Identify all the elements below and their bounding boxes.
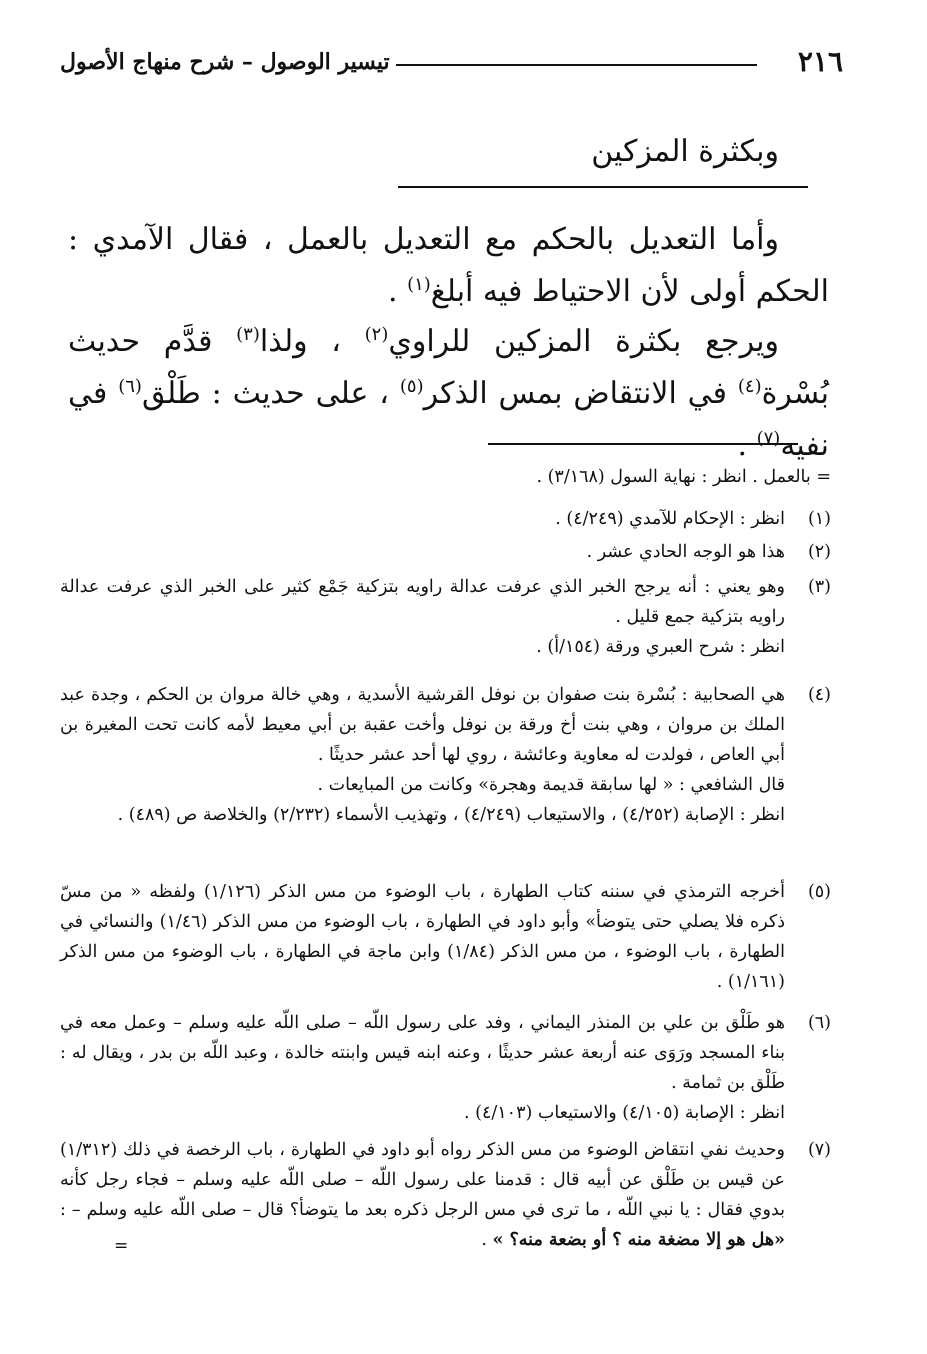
running-title: تيسير الوصول – شرح منهاج الأصول: [60, 49, 390, 75]
hadith-quote: «هل هو إلا مضغة منه ؟ أو بضعة منه؟ »: [492, 1230, 785, 1250]
footnote-5: [60, 877, 831, 997]
footnote-number: (٣): [807, 577, 831, 597]
footnote-continuation: [60, 462, 831, 492]
section-tail: وبكثرة المزكين: [591, 134, 779, 169]
continuation-mark: =: [114, 1236, 129, 1256]
footnote-4: [60, 680, 831, 830]
footnote-text: هي الصحابية : بُسْرة بنت صفوان بن نوفل القرشية الأسدية ، وهي خالة مروان بن الحكم ، وجدة عبد الملك بن مروان ، وهي بنت أخ ورقة بن نوفل وأخت عقبة بن أبي معيط لأمه كانت تحت المغيرة بن أبي العاص ، فولدت له معاوية وعائشة ، روي لها أحد عشر حديثًا .: [60, 685, 785, 765]
header-rule: [396, 64, 757, 66]
section-rule: [398, 186, 808, 188]
footnote-number: (٧): [807, 1140, 831, 1160]
footnote-text: هذا هو الوجه الحادي عشر .: [586, 542, 785, 562]
footnote-reference: انظر : شرح العبري ورقة (١٥٤/أ) .: [536, 637, 785, 657]
footnote-ref[interactable]: (٤): [737, 376, 762, 397]
footnote-text-part: وحديث نفي انتقاض الوضوء من مس الذكر رواه أبو داود في الطهارة ، باب الرخصة في ذلك (١/٣١٢) عن قيس بن طَلْق عن أبيه قال : قدمنا على رسول اللّه – صلى اللّه عليه وسلم – فجاء رجل كأنه بدوي فقال : يا نبي اللّه ، ما ترى في مس الرجل ذكره بعد ما يتوضأ؟ قال – صلى اللّه عليه وسلم – :: [60, 1140, 785, 1220]
paragraph-text: في الانتقاض بمس الذكر: [423, 376, 738, 411]
footnote-text: أخرجه الترمذي في سننه كتاب الطهارة ، باب الوضوء من مس الذكر (١/١٢٦) ولفظه « من مسّ ذكره فلا يصلي حتى يتوضأ» وأبو داود في الطهارة ، باب الوضوء من مس الذكر (١/٤٦) والنسائي في الطهارة ، باب الوضوء ، من مس الذكر (١/٨٤) وابن ماجة في الطهارة ، باب الوضوء من مس الذكر (١/١٦١) .: [60, 882, 785, 992]
footnote-2: [60, 537, 831, 567]
footnote-reference: انظر : الإصابة (٤/١٠٥) والاستيعاب (٤/١٠٣) .: [464, 1103, 785, 1123]
footnotes-rule: [488, 443, 798, 445]
footnote-number: (٥): [807, 882, 831, 902]
footnote-text: وهو يعني : أنه يرجح الخبر الذي عرفت عدالة راويه بتزكية جَمْع كثير على الخبر الذي عرفت عدالة راويه بتزكية جمع قليل .: [60, 577, 785, 627]
page-number: ٢١٦: [797, 45, 843, 78]
footnote-number: (٦): [807, 1013, 831, 1033]
footnote-text: هو طَلْق بن علي بن المنذر اليماني ، وفد على رسول اللّه – صلى اللّه عليه وسلم – وعمل معه في بناء المسجد ورَوَى عنه أربعة عشر حديثًا ، وعنه ابنه قيس وابنته خالدة ، وعبد اللّه بن بدر ، ويقال له : طَلْق بن ثمامة .: [60, 1013, 785, 1093]
paragraph-text: ، ولذا: [259, 324, 365, 359]
footnote-reference: انظر : الإصابة (٤/٢٥٢) ، والاستيعاب (٤/٢٤٩) ، وتهذيب الأسماء (٢/٢٣٢) والخلاصة ص (٤٨٩) .: [117, 805, 785, 825]
main-paragraph-1: [68, 214, 829, 318]
footnote-ref[interactable]: (١): [407, 274, 431, 295]
paragraph-text: ، على حديث : طَلْق: [141, 376, 400, 411]
footnote-7: [60, 1135, 831, 1255]
footnote-ref[interactable]: (٧): [756, 428, 781, 449]
footnote-end: .: [481, 1230, 493, 1250]
footnote-3: [60, 572, 831, 662]
footnote-text: [60, 1135, 785, 1255]
footnote-number: (١): [807, 509, 831, 529]
footnote-6: [60, 1008, 831, 1128]
paragraph-text: في نفيه: [68, 376, 829, 463]
footnote-ref[interactable]: (٣): [236, 324, 260, 345]
footnote-quote: قال الشافعي : « لها سابقة قديمة وهجرة» وكانت من المبايعات .: [317, 775, 785, 795]
paragraph-text: قدَّم حديث بُسْرة: [68, 324, 829, 411]
footnote-number: (٤): [807, 685, 831, 705]
footnote-number: (٢): [807, 542, 831, 562]
footnote-ref[interactable]: (٢): [364, 324, 389, 345]
footnote-text: = بالعمل . انظر : نهاية السول (٣/١٦٨) .: [536, 467, 831, 487]
page-header: [60, 42, 843, 82]
footnote-text: انظر : الإحكام للآمدي (٤/٢٤٩) .: [555, 509, 785, 529]
footnote-1: [60, 504, 831, 534]
footnote-ref[interactable]: (٦): [118, 376, 142, 397]
paragraph-end: .: [737, 428, 757, 463]
paragraph-text: وأما التعديل بالحكم مع التعديل بالعمل ، فقال الآمدي : الحكم أولى لأن الاحتياط فيه أبلغ: [68, 222, 829, 309]
paragraph-text: ويرجع بكثرة المزكين للراوي: [388, 324, 779, 359]
footnote-ref[interactable]: (٥): [399, 376, 424, 397]
main-paragraph-2: [68, 316, 829, 472]
paragraph-end: .: [387, 274, 408, 309]
